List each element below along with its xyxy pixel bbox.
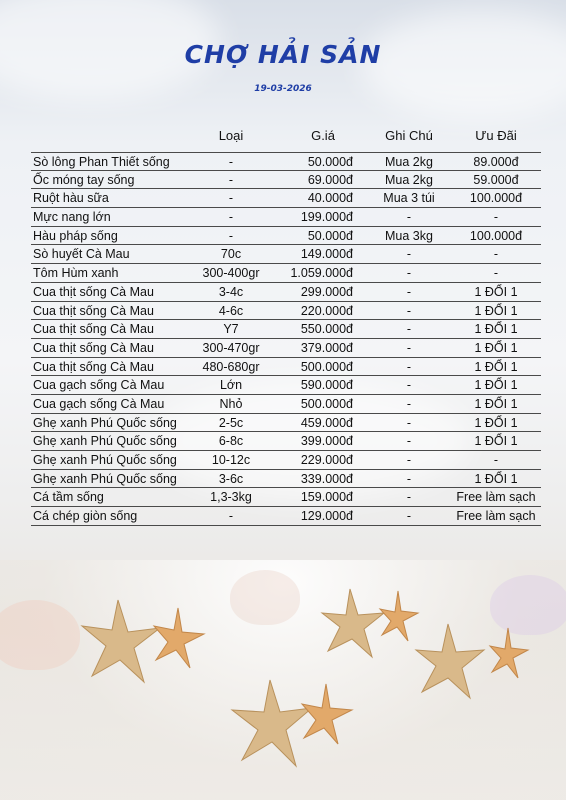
- item-type: 1,3-3kg: [210, 490, 252, 505]
- item-type: 2-5c: [218, 415, 244, 430]
- item-promo: 1 ĐỔI 1: [474, 415, 518, 430]
- item-promo: 1 ĐỔI 1: [474, 396, 518, 411]
- item-price: 500.000đ: [300, 396, 353, 411]
- price-table: [31, 128, 541, 526]
- item-name: Cua gạch sống Cà Mau: [33, 378, 165, 393]
- item-name: Ghẹ xanh Phú Quốc sống: [33, 434, 177, 449]
- item-price: 149.000đ: [300, 247, 353, 262]
- item-name: Ghẹ xanh Phú Quốc sống: [33, 471, 177, 486]
- item-note: Mua 3kg: [385, 228, 433, 243]
- item-name: Cá chép giòn sống: [33, 509, 138, 524]
- item-promo: Free làm sạch: [456, 509, 536, 524]
- table-header: [31, 128, 541, 152]
- item-type: -: [228, 210, 234, 225]
- item-type: -: [228, 155, 234, 169]
- item-type: 6-8c: [218, 434, 244, 449]
- item-name: Cua thịt sống Cà Mau: [33, 303, 154, 318]
- item-note: -: [406, 434, 412, 449]
- item-promo: -: [493, 453, 499, 467]
- item-name: Cua thịt sống Cà Mau: [33, 340, 154, 355]
- item-note: -: [406, 247, 412, 262]
- item-promo: 1 ĐỔI 1: [474, 471, 518, 486]
- item-promo: 1 ĐỔI 1: [474, 340, 518, 355]
- item-note: -: [406, 284, 412, 299]
- item-promo: 100.000đ: [469, 191, 523, 206]
- item-note: -: [406, 490, 412, 505]
- item-note: Mua 2kg: [385, 172, 433, 187]
- item-promo: 1 ĐỔI 1: [474, 284, 518, 299]
- shell-decoration: [230, 570, 300, 625]
- item-price: 159.000đ: [300, 490, 353, 505]
- item-note: -: [406, 378, 412, 393]
- item-price: 229.000đ: [300, 453, 353, 467]
- item-note: -: [406, 322, 412, 337]
- item-price: 399.000đ: [300, 434, 353, 449]
- item-promo: -: [493, 266, 499, 281]
- item-note: -: [406, 210, 412, 225]
- item-name: Cá tầm sống: [33, 490, 104, 505]
- item-promo: 89.000đ: [473, 155, 519, 169]
- item-note: Mua 3 túi: [383, 191, 435, 206]
- table-row: [31, 283, 541, 302]
- item-type: -: [228, 228, 234, 243]
- item-note: -: [406, 453, 412, 467]
- item-promo: 1 ĐỔI 1: [474, 434, 518, 449]
- item-price: 1.059.000đ: [290, 266, 353, 281]
- table-row: [31, 507, 541, 526]
- column-header-note: Ghi Chú: [385, 128, 433, 143]
- column-header-type: Loại: [218, 128, 244, 143]
- item-type: -: [228, 191, 234, 206]
- item-type: 480-680gr: [202, 359, 260, 374]
- table-row: [31, 302, 541, 321]
- item-price: 500.000đ: [300, 359, 353, 374]
- table-row: [31, 432, 541, 451]
- table-row: [31, 339, 541, 358]
- table-row: [31, 395, 541, 414]
- item-name: Ruột hàu sữa: [33, 191, 109, 206]
- table-row: [31, 171, 541, 190]
- page-date: 19-03-2026: [254, 84, 312, 94]
- table-row: [31, 189, 541, 208]
- item-promo: -: [493, 210, 499, 225]
- item-note: -: [406, 509, 412, 524]
- item-type: -: [228, 509, 234, 524]
- starfish-icon: [320, 585, 420, 665]
- table-row: [31, 488, 541, 507]
- item-note: -: [406, 471, 412, 486]
- item-name: Tôm Hùm xanh: [33, 266, 119, 281]
- item-price: 299.000đ: [300, 284, 353, 299]
- item-promo: 1 ĐỔI 1: [474, 359, 518, 374]
- table-row: [31, 358, 541, 377]
- item-type: Y7: [223, 322, 239, 337]
- item-price: 69.000đ: [307, 172, 353, 187]
- table-row: [31, 451, 541, 470]
- item-type: Lớn: [219, 378, 243, 393]
- item-price: 220.000đ: [300, 303, 353, 318]
- item-price: 459.000đ: [300, 415, 353, 430]
- starfish-icon: [412, 618, 532, 708]
- item-price: 550.000đ: [300, 322, 353, 337]
- item-promo: 100.000đ: [469, 228, 523, 243]
- item-promo: 1 ĐỔI 1: [474, 378, 518, 393]
- item-type: 300-470gr: [202, 340, 260, 355]
- item-name: Ghẹ xanh Phú Quốc sống: [33, 453, 177, 467]
- starfish-icon: [78, 590, 208, 700]
- item-price: 129.000đ: [300, 509, 353, 524]
- item-type: 4-6c: [218, 303, 244, 318]
- item-type: Nhỏ: [219, 396, 243, 411]
- item-type: 3-6c: [218, 471, 244, 486]
- item-name: Hàu pháp sống: [33, 228, 118, 243]
- item-price: 379.000đ: [300, 340, 353, 355]
- table-row: [31, 376, 541, 395]
- table-row: [31, 152, 541, 171]
- item-note: -: [406, 396, 412, 411]
- item-name: Ghẹ xanh Phú Quốc sống: [33, 415, 177, 430]
- table-row: [31, 264, 541, 283]
- item-price: 40.000đ: [307, 191, 353, 206]
- item-type: -: [228, 172, 234, 187]
- item-name: Ốc móng tay sống: [33, 172, 135, 187]
- item-price: 339.000đ: [300, 471, 353, 486]
- item-price: 590.000đ: [300, 378, 353, 393]
- table-row: [31, 414, 541, 433]
- item-name: Mực nang lớn: [33, 210, 111, 225]
- item-name: Sò huyết Cà Mau: [33, 247, 130, 262]
- table-row: [31, 208, 541, 227]
- item-type: 70c: [220, 247, 242, 262]
- item-note: Mua 2kg: [385, 155, 433, 169]
- item-promo: 1 ĐỔI 1: [474, 322, 518, 337]
- item-price: 199.000đ: [300, 210, 353, 225]
- item-promo: Free làm sạch: [456, 490, 536, 505]
- item-promo: 59.000đ: [473, 172, 519, 187]
- item-name: Cua gạch sống Cà Mau: [33, 396, 165, 411]
- table-row: [31, 320, 541, 339]
- page-title: CHỢ HẢI SẢN: [184, 40, 382, 69]
- item-name: Sò lông Phan Thiết sống: [33, 155, 170, 169]
- item-note: -: [406, 359, 412, 374]
- item-price: 50.000đ: [307, 228, 353, 243]
- column-header-promo: Ưu Đãi: [475, 128, 517, 143]
- item-promo: 1 ĐỔI 1: [474, 303, 518, 318]
- starfish-icon: [228, 672, 358, 782]
- item-note: -: [406, 340, 412, 355]
- shell-decoration: [0, 600, 80, 670]
- table-row: [31, 227, 541, 246]
- item-type: 10-12c: [211, 453, 251, 467]
- item-name: Cua thịt sống Cà Mau: [33, 284, 154, 299]
- item-type: 300-400gr: [202, 266, 260, 281]
- item-type: 3-4c: [218, 284, 244, 299]
- item-name: Cua thịt sống Cà Mau: [33, 359, 154, 374]
- item-price: 50.000đ: [307, 155, 353, 169]
- item-note: -: [406, 415, 412, 430]
- table-row: [31, 470, 541, 489]
- item-note: -: [406, 266, 412, 281]
- item-name: Cua thịt sống Cà Mau: [33, 322, 154, 337]
- item-promo: -: [493, 247, 499, 262]
- table-row: [31, 245, 541, 264]
- column-header-price: G.iá: [311, 128, 335, 143]
- item-note: -: [406, 303, 412, 318]
